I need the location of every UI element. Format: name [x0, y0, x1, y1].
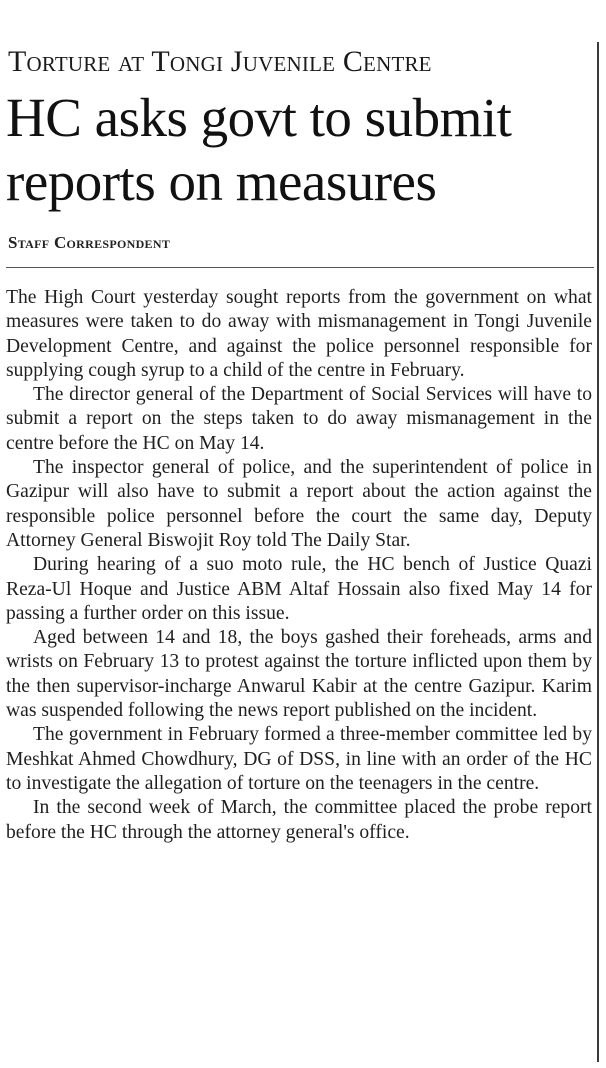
kicker: Torture at Tongi Juvenile Centre — [8, 45, 432, 78]
paragraph: The government in February formed a three-member committee led by Meshkat Ahmed Chowdhury, DG of DSS, in line with an order of the HC to investigate the allegation of torture on the teenagers in the centre. — [6, 724, 592, 794]
byline-divider — [6, 267, 594, 268]
paragraph: Aged between 14 and 18, the boys gashed their foreheads, arms and wrists on February 13 to protest against the torture inflicted upon them by the then supervisor-incharge Anwarul Kabir at the centre Gazipur. Karim was suspended following the news report published on the incident. — [6, 627, 592, 722]
paragraph: During hearing of a suo moto rule, the HC bench of Justice Quazi Reza-Ul Hoque and Justice ABM Altaf Hossain also fixed May 14 for passing a further order on this issue. — [6, 554, 592, 624]
column-rule — [597, 42, 599, 1062]
byline: Staff Correspondent — [8, 233, 171, 252]
article-body — [6, 286, 592, 845]
paragraph: The High Court yesterday sought reports from the government on what measures were taken to do away with mismanagement in Tongi Juvenile Development Centre, and against the police personnel responsible for supplying cough syrup to a child of the centre in February. — [6, 287, 592, 381]
headline: HC asks govt to submit reports on measures — [6, 87, 512, 212]
paragraph: In the second week of March, the committee placed the probe report before the HC through the attorney general's office. — [6, 797, 592, 843]
paragraph: The inspector general of police, and the superintendent of police in Gazipur will also have to submit a report about the action against the responsible police personnel before the court the same day, Deputy Attorney General Biswojit Roy told The Daily Star. — [6, 457, 592, 551]
paragraph: The director general of the Department of Social Services will have to submit a report on the steps taken to do away mismanagement in the centre before the HC on May 14. — [6, 384, 592, 454]
